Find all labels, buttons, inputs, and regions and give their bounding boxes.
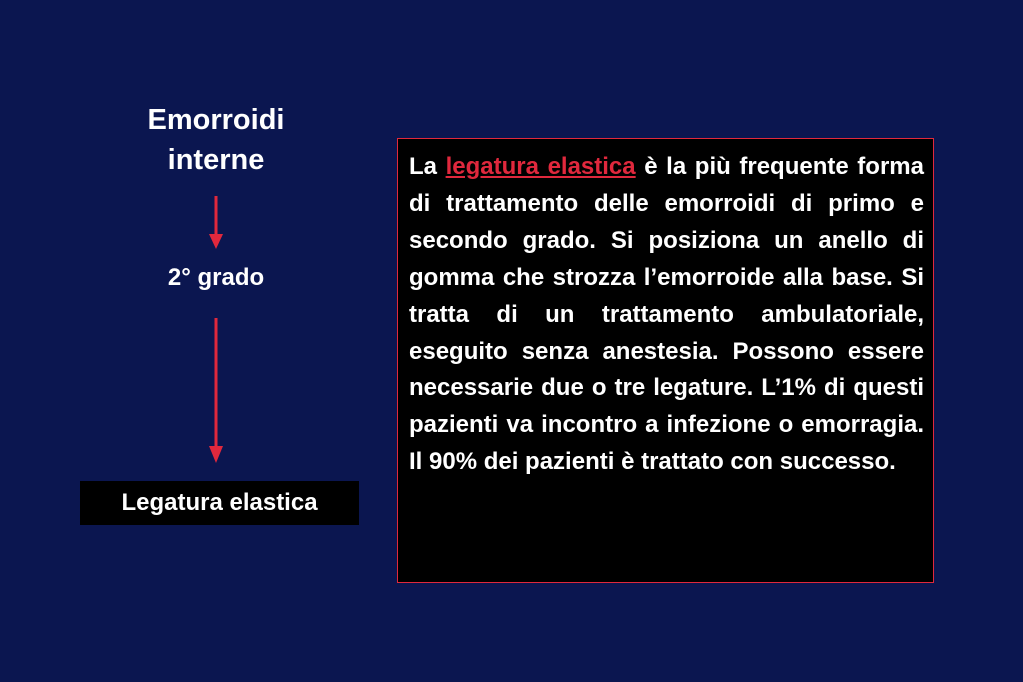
grade-label: 2° grado [167, 264, 265, 291]
description-text [409, 149, 924, 481]
title-line-1: Emorroidi [147, 104, 285, 136]
title-line-2: interne [167, 144, 265, 176]
down-arrow-icon [207, 318, 225, 464]
description-prefix: La [409, 153, 438, 180]
highlight-term: legatura elastica [445, 153, 636, 180]
description-body: è la più frequente forma di trattamento delle emorroidi di primo e secondo grado. Si posiziona un anello di gomma che strozza l’emorroide alla base. Si tratta di un trattamento ambulatoriale, eseguito senza anestesia. Possono essere necessarie due o tre legature. L’1% di questi pazienti va incontro a infezione o emorragia. Il 90% dei pazienti è trattato con successo. [409, 153, 924, 476]
slide-title [100, 100, 332, 180]
treatment-label-box: Legatura elastica [80, 481, 359, 525]
down-arrow-icon [207, 196, 225, 250]
description-box [397, 138, 934, 583]
